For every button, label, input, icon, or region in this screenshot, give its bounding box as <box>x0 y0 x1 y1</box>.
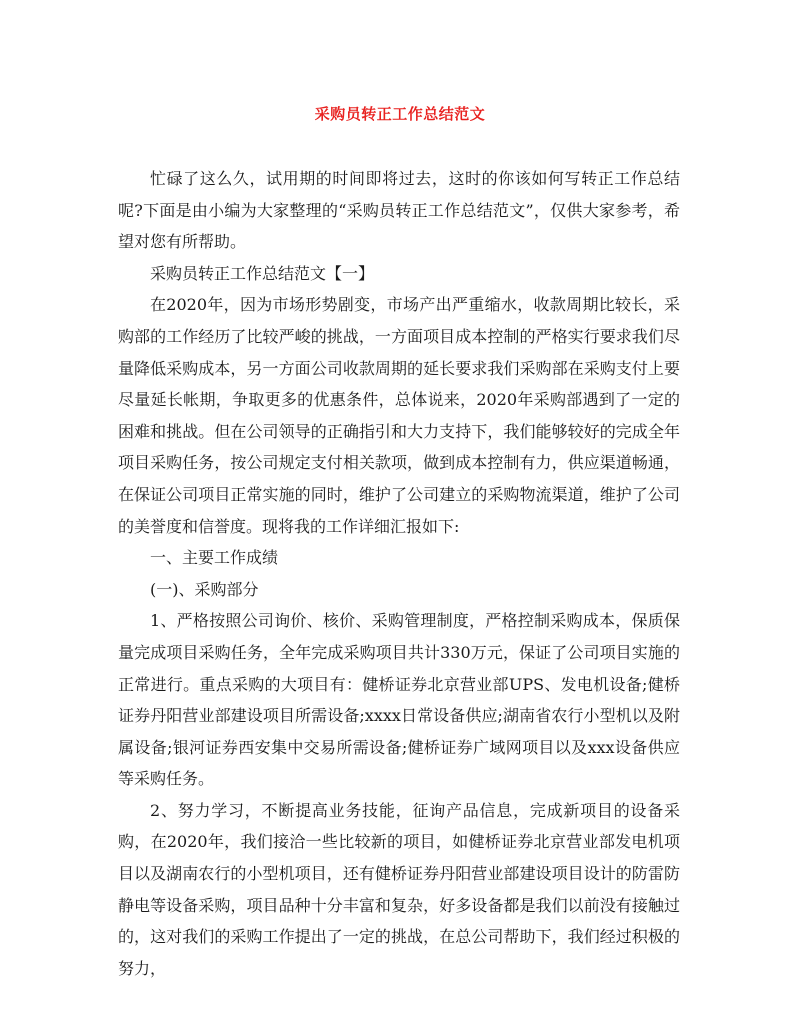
body-paragraph: 2、努力学习，不断提高业务技能，征询产品信息，完成新项目的设备采购，在2020年，我们接洽一些比较新的项目，如健桥证券北京营业部发电机项目以及湖南农行的小型机项目，还有健桥证券丹阳营业部建设项目设计的防雷防静电等设备采购，项目品种十分丰富和复杂，好多设备都是我们以前没有接触过的，这对我们的采购工作提出了一定的挑战，在总公司帮助下，我们经过积极的努力， <box>118 800 680 978</box>
intro-paragraph: 忙碌了这么久，试用期的时间即将过去，这时的你该如何写转正工作总结呢?下面是由小编为大家整理的“采购员转正工作总结范文”，仅供大家参考，希望对您有所帮助。 <box>118 169 680 252</box>
body-paragraph: 在2020年，因为市场形势剧变，市场产出严重缩水，收款周期比较长，采购部的工作经历了比较严峻的挑战，一方面项目成本控制的严格实行要求我们尽量降低采购成本，另一方面公司收款周期的延长要求我们采购部在采购支付上要尽量延长帐期，争取更多的优惠条件，总体说来，2020年采购部遇到了一定的困难和挑战。但在公司领导的正确指引和大力支持下，我们能够较好的完成全年项目采购任务，按公司规定支付相关款项，做到成本控制有力，供应渠道畅通，在保证公司项目正常实施的同时，维护了公司建立的采购物流渠道，维护了公司的美誉度和信誉度。现将我的工作详细汇报如下: <box>118 295 680 536</box>
subheading-main-achievements: 一、主要工作成绩 <box>150 548 279 568</box>
body-paragraph: 1、严格按照公司询价、核价、采购管理制度，严格控制采购成本，保质保量完成项目采购任务，全年完成采购项目共计330万元，保证了公司项目实施的正常进行。重点采购的大项目有：健桥证券北京营业部UPS、发电机设备;健桥证券丹阳营业部建设项目所需设备;xxxx日常设备供应;湖南省农行小型机以及附属设备;银河证券西安集中交易所需设备;健桥证券广域网项目以及xxx设备供应等采购任务。 <box>118 611 680 789</box>
document-body <box>118 163 680 984</box>
section-heading: 采购员转正工作总结范文【一】 <box>150 263 375 283</box>
subheading-procurement: (一)、采购部分 <box>150 579 259 599</box>
document-title: 采购员转正工作总结范文 <box>314 105 486 123</box>
